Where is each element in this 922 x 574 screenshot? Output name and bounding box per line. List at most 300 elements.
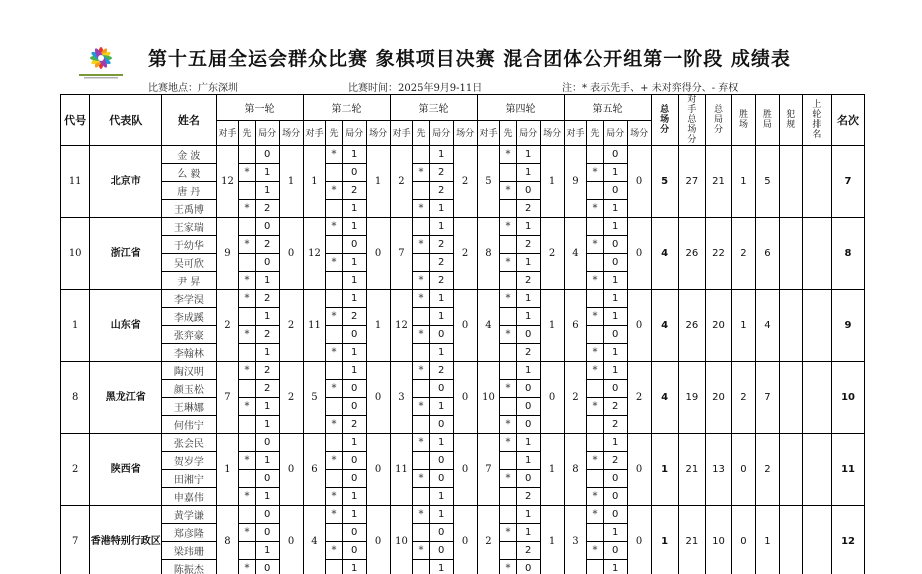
games-logo-icon bbox=[76, 44, 126, 80]
first-move-mark: * bbox=[239, 452, 255, 470]
game-score: 2 bbox=[255, 290, 279, 308]
first-move-mark bbox=[239, 344, 255, 362]
team-name: 浙江省 bbox=[90, 218, 162, 290]
game-score: 2 bbox=[429, 272, 453, 290]
header-opp-total: 对 手 总 场 分 bbox=[678, 95, 705, 146]
game-score: 1 bbox=[255, 416, 279, 434]
game-score: 1 bbox=[255, 272, 279, 290]
total-game-score: 21 bbox=[705, 146, 731, 218]
game-score: 1 bbox=[603, 218, 627, 236]
round-opponent: 7 bbox=[216, 362, 239, 434]
game-score: 2 bbox=[516, 344, 540, 362]
game-score: 2 bbox=[342, 416, 366, 434]
game-score: 1 bbox=[429, 200, 453, 218]
player-name: 何伟宁 bbox=[162, 416, 216, 434]
first-move-mark: * bbox=[326, 416, 342, 434]
first-move-mark: * bbox=[587, 398, 603, 416]
game-score: 2 bbox=[342, 308, 366, 326]
game-score: 1 bbox=[429, 218, 453, 236]
player-name: 陈振杰 bbox=[162, 560, 216, 574]
round-opponent: 12 bbox=[303, 218, 326, 290]
game-score: 2 bbox=[255, 362, 279, 380]
game-score: 1 bbox=[516, 218, 540, 236]
round-match-score: 0 bbox=[627, 290, 651, 362]
first-move-mark bbox=[587, 470, 603, 488]
game-score: 0 bbox=[429, 452, 453, 470]
round-opponent: 3 bbox=[564, 506, 587, 574]
game-score: 0 bbox=[603, 470, 627, 488]
first-move-mark: * bbox=[239, 488, 255, 506]
game-score: 2 bbox=[516, 488, 540, 506]
first-move-mark bbox=[239, 506, 255, 524]
first-move-mark bbox=[326, 326, 342, 344]
game-score: 2 bbox=[516, 272, 540, 290]
round-match-score: 0 bbox=[279, 506, 303, 574]
game-score: 0 bbox=[516, 470, 540, 488]
game-score: 2 bbox=[429, 254, 453, 272]
player-name: 申嘉伟 bbox=[162, 488, 216, 506]
first-move-mark bbox=[413, 380, 429, 398]
results-body bbox=[61, 146, 865, 574]
player-name: 贺岁学 bbox=[162, 452, 216, 470]
round-match-score: 0 bbox=[627, 506, 651, 574]
subheader-match-score: 场分 bbox=[453, 120, 477, 146]
game-score: 1 bbox=[516, 146, 540, 164]
game-score: 0 bbox=[342, 380, 366, 398]
first-move-mark: * bbox=[326, 146, 342, 164]
first-move-mark bbox=[413, 524, 429, 542]
first-move-mark bbox=[587, 560, 603, 574]
player-name: 金 波 bbox=[162, 146, 216, 164]
game-score: 1 bbox=[429, 146, 453, 164]
game-score: 1 bbox=[516, 308, 540, 326]
first-move-mark bbox=[500, 398, 516, 416]
first-move-mark bbox=[500, 542, 516, 560]
game-score: 0 bbox=[342, 542, 366, 560]
total-match-score: 5 bbox=[651, 146, 678, 218]
first-move-mark: * bbox=[413, 470, 429, 488]
game-score: 0 bbox=[603, 236, 627, 254]
fouls-count bbox=[779, 218, 802, 290]
game-score: 2 bbox=[429, 236, 453, 254]
opponent-total-score: 19 bbox=[678, 362, 705, 434]
game-score: 1 bbox=[429, 344, 453, 362]
results-table bbox=[60, 94, 865, 574]
first-move-mark: * bbox=[239, 236, 255, 254]
final-rank: 12 bbox=[832, 506, 865, 574]
first-move-mark bbox=[326, 272, 342, 290]
first-move-mark: * bbox=[500, 434, 516, 452]
player-name: 李成蹊 bbox=[162, 308, 216, 326]
game-score: 1 bbox=[429, 506, 453, 524]
game-score: 1 bbox=[342, 254, 366, 272]
first-move-mark bbox=[413, 218, 429, 236]
win-games-count: 5 bbox=[755, 146, 779, 218]
game-score: 0 bbox=[429, 542, 453, 560]
round-opponent: 7 bbox=[477, 434, 500, 506]
header-team: 代表队 bbox=[90, 95, 162, 146]
first-move-mark: * bbox=[239, 290, 255, 308]
first-move-mark bbox=[500, 272, 516, 290]
round-match-score: 1 bbox=[540, 146, 564, 218]
final-rank: 7 bbox=[832, 146, 865, 218]
table-row bbox=[61, 290, 865, 308]
game-score: 0 bbox=[603, 506, 627, 524]
game-score: 1 bbox=[342, 488, 366, 506]
game-score: 2 bbox=[516, 542, 540, 560]
first-move-mark: * bbox=[239, 272, 255, 290]
game-score: 1 bbox=[516, 254, 540, 272]
team-name: 陕西省 bbox=[90, 434, 162, 506]
game-score: 0 bbox=[255, 506, 279, 524]
first-move-mark: * bbox=[239, 362, 255, 380]
game-score: 0 bbox=[429, 470, 453, 488]
round-match-score: 2 bbox=[540, 218, 564, 290]
opponent-total-score: 21 bbox=[678, 434, 705, 506]
first-move-mark bbox=[587, 290, 603, 308]
header-wins: 胜 场 bbox=[732, 95, 756, 146]
player-name: 郑彦隆 bbox=[162, 524, 216, 542]
first-move-mark: * bbox=[500, 290, 516, 308]
fouls-count bbox=[779, 506, 802, 574]
game-score: 0 bbox=[516, 416, 540, 434]
game-score: 1 bbox=[429, 560, 453, 574]
player-name: 黄学谦 bbox=[162, 506, 216, 524]
upper-rank bbox=[802, 146, 831, 218]
opponent-total-score: 26 bbox=[678, 290, 705, 362]
first-move-mark: * bbox=[413, 542, 429, 560]
upper-rank bbox=[802, 434, 831, 506]
round-opponent: 4 bbox=[303, 506, 326, 574]
first-move-mark bbox=[500, 200, 516, 218]
first-move-mark bbox=[500, 308, 516, 326]
first-move-mark bbox=[239, 254, 255, 272]
first-move-mark: * bbox=[413, 200, 429, 218]
wins-count: 1 bbox=[732, 146, 756, 218]
first-move-mark: * bbox=[500, 146, 516, 164]
round-match-score: 0 bbox=[366, 434, 390, 506]
game-score: 1 bbox=[603, 344, 627, 362]
header-round-2: 第二轮 bbox=[303, 95, 390, 121]
table-row bbox=[61, 506, 865, 524]
round-opponent: 6 bbox=[564, 290, 587, 362]
first-move-mark: * bbox=[500, 326, 516, 344]
game-score: 1 bbox=[603, 524, 627, 542]
round-match-score: 0 bbox=[627, 434, 651, 506]
first-move-mark: * bbox=[500, 218, 516, 236]
header-code: 代号 bbox=[61, 95, 90, 146]
opponent-total-score: 26 bbox=[678, 218, 705, 290]
player-name: 唐 丹 bbox=[162, 182, 216, 200]
round-opponent: 3 bbox=[390, 362, 413, 434]
player-name: 王禹博 bbox=[162, 200, 216, 218]
game-score: 2 bbox=[255, 200, 279, 218]
first-move-mark bbox=[326, 470, 342, 488]
game-score: 2 bbox=[255, 380, 279, 398]
first-move-mark bbox=[239, 182, 255, 200]
first-move-mark bbox=[587, 416, 603, 434]
subheader-game-score: 局分 bbox=[255, 120, 279, 146]
first-move-mark: * bbox=[413, 272, 429, 290]
win-games-count: 6 bbox=[755, 218, 779, 290]
game-score: 0 bbox=[516, 326, 540, 344]
game-score: 1 bbox=[342, 272, 366, 290]
round-opponent: 4 bbox=[564, 218, 587, 290]
game-score: 1 bbox=[342, 434, 366, 452]
first-move-mark: * bbox=[587, 272, 603, 290]
game-score: 1 bbox=[516, 434, 540, 452]
game-score: 1 bbox=[516, 452, 540, 470]
total-match-score: 4 bbox=[651, 362, 678, 434]
game-score: 0 bbox=[342, 524, 366, 542]
game-score: 1 bbox=[603, 560, 627, 574]
first-move-mark bbox=[326, 164, 342, 182]
round-opponent: 7 bbox=[390, 218, 413, 290]
first-move-mark: * bbox=[239, 398, 255, 416]
first-move-mark: * bbox=[587, 452, 603, 470]
first-move-mark bbox=[500, 488, 516, 506]
fouls-count bbox=[779, 362, 802, 434]
subheader-game-score: 局分 bbox=[516, 120, 540, 146]
round-match-score: 0 bbox=[453, 290, 477, 362]
game-score: 0 bbox=[342, 398, 366, 416]
table-row bbox=[61, 434, 865, 452]
first-move-mark bbox=[587, 218, 603, 236]
first-move-mark: * bbox=[587, 362, 603, 380]
game-score: 2 bbox=[516, 200, 540, 218]
first-move-mark bbox=[413, 344, 429, 362]
player-name: 么 毅 bbox=[162, 164, 216, 182]
player-name: 王琳娜 bbox=[162, 398, 216, 416]
game-score: 2 bbox=[255, 326, 279, 344]
round-match-score: 0 bbox=[453, 506, 477, 574]
round-match-score: 1 bbox=[279, 146, 303, 218]
game-score: 1 bbox=[342, 506, 366, 524]
first-move-mark: * bbox=[587, 308, 603, 326]
game-score: 0 bbox=[429, 416, 453, 434]
round-opponent: 8 bbox=[564, 434, 587, 506]
first-move-mark: * bbox=[326, 344, 342, 362]
meta-line bbox=[148, 79, 848, 93]
first-move-mark bbox=[239, 146, 255, 164]
first-move-mark bbox=[326, 398, 342, 416]
first-move-mark: * bbox=[587, 164, 603, 182]
round-opponent: 6 bbox=[303, 434, 326, 506]
game-score: 0 bbox=[603, 542, 627, 560]
first-move-mark: * bbox=[587, 344, 603, 362]
subheader-first: 先 bbox=[500, 120, 516, 146]
subheader-match-score: 场分 bbox=[540, 120, 564, 146]
game-score: 0 bbox=[255, 146, 279, 164]
round-match-score: 0 bbox=[627, 146, 651, 218]
subheader-game-score: 局分 bbox=[429, 120, 453, 146]
first-move-mark bbox=[326, 236, 342, 254]
game-score: 0 bbox=[603, 380, 627, 398]
total-match-score: 4 bbox=[651, 290, 678, 362]
upper-rank bbox=[802, 290, 831, 362]
game-score: 0 bbox=[516, 182, 540, 200]
round-match-score: 0 bbox=[366, 506, 390, 574]
game-score: 1 bbox=[429, 290, 453, 308]
player-name: 张会民 bbox=[162, 434, 216, 452]
round-opponent: 1 bbox=[216, 434, 239, 506]
final-rank: 8 bbox=[832, 218, 865, 290]
first-move-mark: * bbox=[239, 326, 255, 344]
first-move-mark: * bbox=[413, 290, 429, 308]
header-round-1: 第一轮 bbox=[216, 95, 303, 121]
subheader-match-score: 场分 bbox=[279, 120, 303, 146]
player-name: 于幼华 bbox=[162, 236, 216, 254]
first-move-mark: * bbox=[500, 524, 516, 542]
fouls-count bbox=[779, 146, 802, 218]
subheader-first: 先 bbox=[587, 120, 603, 146]
game-score: 0 bbox=[255, 524, 279, 542]
game-score: 1 bbox=[255, 542, 279, 560]
first-move-mark: * bbox=[413, 362, 429, 380]
first-move-mark bbox=[413, 416, 429, 434]
subheader-opponent: 对手 bbox=[303, 120, 326, 146]
game-score: 2 bbox=[429, 182, 453, 200]
first-move-mark bbox=[326, 290, 342, 308]
first-move-mark: * bbox=[326, 308, 342, 326]
game-score: 1 bbox=[429, 398, 453, 416]
fouls-count bbox=[779, 290, 802, 362]
first-move-mark: * bbox=[500, 470, 516, 488]
first-move-mark bbox=[500, 164, 516, 182]
game-score: 0 bbox=[342, 236, 366, 254]
subheader-opponent: 对手 bbox=[477, 120, 500, 146]
game-score: 2 bbox=[429, 164, 453, 182]
game-score: 1 bbox=[516, 524, 540, 542]
first-move-mark: * bbox=[413, 236, 429, 254]
player-name: 尹 昇 bbox=[162, 272, 216, 290]
first-move-mark: * bbox=[326, 488, 342, 506]
first-move-mark bbox=[500, 344, 516, 362]
game-score: 0 bbox=[516, 398, 540, 416]
round-opponent: 2 bbox=[564, 362, 587, 434]
opponent-total-score: 21 bbox=[678, 506, 705, 574]
subheader-opponent: 对手 bbox=[564, 120, 587, 146]
game-score: 1 bbox=[342, 146, 366, 164]
first-move-mark: * bbox=[326, 380, 342, 398]
round-match-score: 0 bbox=[366, 218, 390, 290]
game-score: 0 bbox=[342, 164, 366, 182]
fouls-count bbox=[779, 434, 802, 506]
game-score: 1 bbox=[255, 164, 279, 182]
game-score: 2 bbox=[429, 362, 453, 380]
game-score: 0 bbox=[603, 488, 627, 506]
game-score: 1 bbox=[603, 200, 627, 218]
total-game-score: 22 bbox=[705, 218, 731, 290]
wins-count: 0 bbox=[732, 434, 756, 506]
first-move-mark: * bbox=[500, 254, 516, 272]
game-score: 1 bbox=[255, 488, 279, 506]
subheader-game-score: 局分 bbox=[342, 120, 366, 146]
header-round-3: 第三轮 bbox=[390, 95, 477, 121]
first-move-mark: * bbox=[587, 542, 603, 560]
game-score: 1 bbox=[516, 506, 540, 524]
game-score: 2 bbox=[603, 398, 627, 416]
game-score: 0 bbox=[342, 452, 366, 470]
round-match-score: 1 bbox=[540, 290, 564, 362]
team-code: 1 bbox=[61, 290, 90, 362]
game-score: 0 bbox=[603, 182, 627, 200]
total-match-score: 1 bbox=[651, 506, 678, 574]
game-score: 2 bbox=[516, 236, 540, 254]
round-opponent: 2 bbox=[390, 146, 413, 218]
first-move-mark: * bbox=[587, 488, 603, 506]
team-code: 11 bbox=[61, 146, 90, 218]
first-move-mark: * bbox=[587, 506, 603, 524]
game-score: 2 bbox=[603, 416, 627, 434]
first-move-mark: * bbox=[587, 200, 603, 218]
round-match-score: 2 bbox=[627, 362, 651, 434]
round-match-score: 2 bbox=[279, 290, 303, 362]
first-move-mark: * bbox=[413, 434, 429, 452]
round-match-score: 0 bbox=[453, 362, 477, 434]
game-score: 0 bbox=[429, 380, 453, 398]
game-score: 1 bbox=[516, 164, 540, 182]
total-game-score: 13 bbox=[705, 434, 731, 506]
first-move-mark: * bbox=[326, 182, 342, 200]
first-move-mark: * bbox=[326, 452, 342, 470]
first-move-mark bbox=[326, 560, 342, 574]
first-move-mark bbox=[500, 452, 516, 470]
game-score: 1 bbox=[342, 200, 366, 218]
first-move-mark bbox=[413, 488, 429, 506]
player-name: 张弈豪 bbox=[162, 326, 216, 344]
game-score: 2 bbox=[255, 236, 279, 254]
wins-count: 1 bbox=[732, 290, 756, 362]
first-move-mark bbox=[413, 560, 429, 574]
round-opponent: 10 bbox=[477, 362, 500, 434]
first-move-mark bbox=[413, 308, 429, 326]
team-code: 7 bbox=[61, 506, 90, 574]
header-round-4: 第四轮 bbox=[477, 95, 564, 121]
total-match-score: 1 bbox=[651, 434, 678, 506]
subheader-match-score: 场分 bbox=[627, 120, 651, 146]
total-game-score: 20 bbox=[705, 362, 731, 434]
round-match-score: 1 bbox=[540, 434, 564, 506]
first-move-mark bbox=[413, 452, 429, 470]
player-name: 梁玮珊 bbox=[162, 542, 216, 560]
round-match-score: 0 bbox=[279, 434, 303, 506]
game-score: 1 bbox=[516, 362, 540, 380]
total-game-score: 20 bbox=[705, 290, 731, 362]
subheader-match-score: 场分 bbox=[366, 120, 390, 146]
first-move-mark bbox=[239, 434, 255, 452]
final-rank: 10 bbox=[832, 362, 865, 434]
team-name: 香港特别行政区 bbox=[90, 506, 162, 574]
first-move-mark bbox=[500, 236, 516, 254]
first-move-mark bbox=[587, 326, 603, 344]
round-match-score: 0 bbox=[540, 362, 564, 434]
round-opponent: 8 bbox=[216, 506, 239, 574]
subheader-opponent: 对手 bbox=[216, 120, 239, 146]
game-score: 0 bbox=[603, 326, 627, 344]
game-score: 1 bbox=[342, 560, 366, 574]
table-row bbox=[61, 218, 865, 236]
win-games-count: 4 bbox=[755, 290, 779, 362]
first-move-mark: * bbox=[500, 560, 516, 574]
subheader-first: 先 bbox=[326, 120, 342, 146]
first-move-mark: * bbox=[239, 560, 255, 574]
legend-note: 注：* 表示先手、+ 未对弈得分、- 弃权 bbox=[562, 83, 739, 94]
round-opponent: 2 bbox=[477, 506, 500, 574]
first-move-mark: * bbox=[500, 182, 516, 200]
game-score: 1 bbox=[603, 272, 627, 290]
game-score: 0 bbox=[429, 524, 453, 542]
